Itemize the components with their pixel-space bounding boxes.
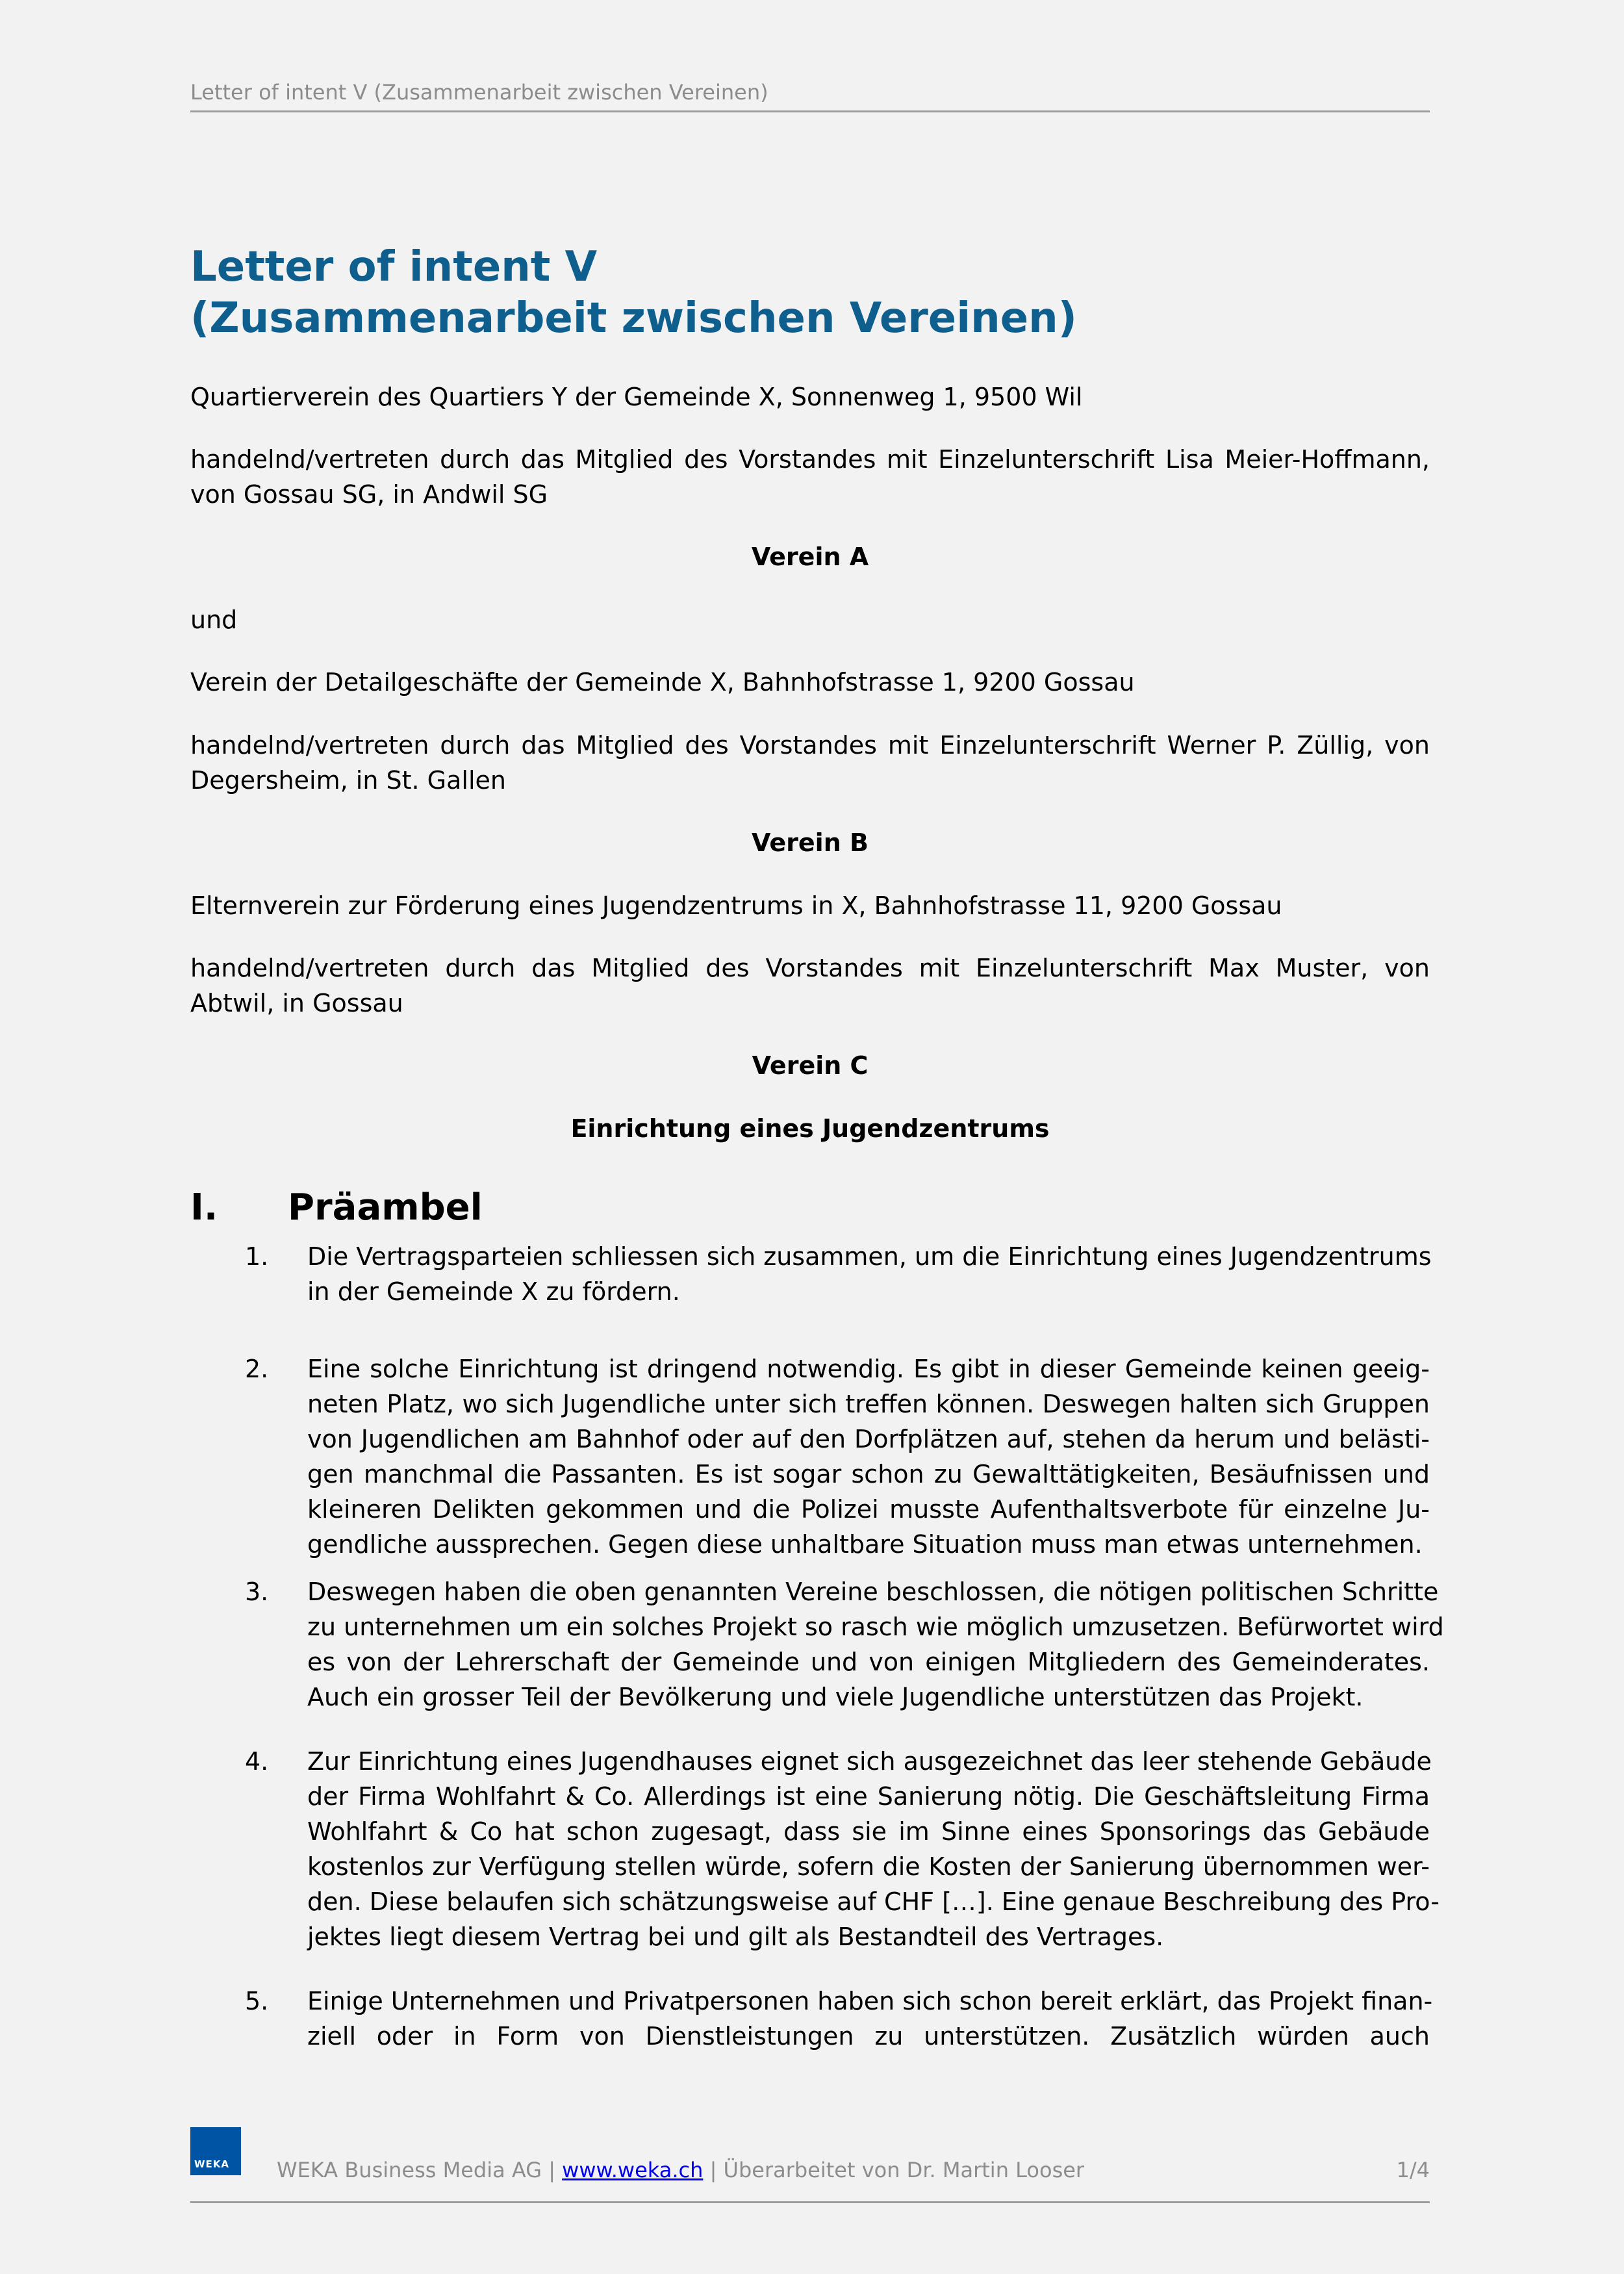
section-heading-preamble [190,1185,483,1231]
running-header-title: Letter of intent V (Zusammenarbeit zwischen Vereinen) [190,80,768,105]
party-c-name: Elternverein zur Förderung eines Jugendzentrums in X, Bahnhofstrasse 11, 9200 Gossau [190,891,1282,920]
list-item-number: 3. [245,1578,269,1606]
list-item-number: 2. [245,1355,269,1383]
section-title: Präambel [288,1186,483,1229]
party-a-name: Quartierverein des Quartiers Y der Gemeinde X, Sonnenweg 1, 9500 Wil [190,383,1083,411]
party-c-representative [190,951,1430,1021]
text-line: Wohlfahrt & Co hat schon zugesagt, dass sie im Sinne eines Sponsorings das Gebäude [307,1817,1430,1846]
text-line: neten Platz, wo sich Jugendliche unter sich treffen können. Deswegen halten sich Gruppen [307,1390,1430,1418]
footer-website-link[interactable]: www.weka.ch [562,2158,704,2182]
footer-revised-by: Überarbeitet von Dr. Martin Looser [723,2158,1085,2182]
party-b-label: Verein B [752,828,869,857]
running-header [190,79,1430,112]
text-line: Eine solche Einrichtung ist dringend notwendig. Es gibt in dieser Gemeinde keinen geeig- [307,1355,1430,1383]
text-line: kostenlos zur Verfügung stellen würde, sofern die Kosten der Sanierung übernommen wer- [307,1852,1430,1881]
list-item-text [307,1351,1430,1562]
party-a-representative [190,442,1430,512]
list-item-text [307,1984,1433,2054]
text-line: kleineren Delikten gekommen und die Polizei musste Aufenthaltsverbote für einzelne Ju- [307,1495,1430,1524]
logo-text: WEKA [194,2158,230,2170]
party-b-rep-line: Degersheim, in St. Gallen [190,766,506,795]
text-line: der Firma Wohlfahrt & Co. Allerdings ist eine Sanierung nötig. Die Geschäftsleitung Firma [307,1782,1430,1811]
list-item-text [307,1744,1440,1954]
text-line: Die Vertragsparteien schliessen sich zusammen, um die Einrichtung eines Jugendzentrums [307,1242,1432,1271]
footer-separator: | [542,2158,563,2182]
text-line: Deswegen haben die oben genannten Vereine beschlossen, die nötigen politischen Schritte [307,1578,1439,1606]
section-number: I. [190,1186,218,1229]
conjunction-und: und [190,606,238,634]
list-item-text [307,1574,1444,1715]
footer-credits [277,2157,1084,2183]
footer-separator: | [703,2158,724,2182]
text-line: gen manchmal die Passanten. Es ist sogar schon zu Gewalttätigkeiten, Besäufnissen und [307,1460,1430,1488]
party-c-rep-line: handelnd/vertreten durch das Mitglied des Vorstandes mit Einzelunterschrift Max Muster, von [190,954,1430,982]
footer-company: WEKA Business Media AG [277,2158,542,2182]
page-footer [190,2125,1430,2203]
list-item-number: 1. [245,1242,269,1271]
party-b-rep-line: handelnd/vertreten durch das Mitglied des Vorstandes mit Einzelunterschrift Werner P. Züllig, von [190,731,1430,760]
party-a-label: Verein A [751,543,869,571]
party-a-rep-line: handelnd/vertreten durch das Mitglied des Vorstandes mit Einzelunterschrift Lisa Meier-Hoffmann, [190,445,1430,474]
text-line: gendliche aussprechen. Gegen diese unhaltbare Situation muss man etwas unternehmen. [307,1530,1423,1559]
party-c-label: Verein C [752,1051,869,1080]
party-b-representative [190,728,1430,798]
text-line: Einige Unternehmen und Privatpersonen haben sich schon bereit erklärt, das Projekt finan- [307,1987,1433,2015]
list-item-text [307,1239,1430,1309]
text-line: den. Diese belaufen sich schätzungsweise auf CHF […]. Eine genaue Beschreibung des Pro- [307,1887,1440,1916]
contract-subject: Einrichtung eines Jugendzentrums [570,1114,1050,1143]
title-line-1: Letter of intent V [190,243,598,291]
text-line: es von der Lehrerschaft der Gemeinde und von einigen Mitgliedern des Gemeinderates. [307,1648,1430,1676]
party-a-rep-line: von Gossau SG, in Andwil SG [190,480,548,509]
text-line: in der Gemeinde X zu fördern. [307,1277,680,1306]
text-line: ziell oder in Form von Dienstleistungen zu unterstützen. Zusätzlich würden auch [307,2022,1430,2050]
text-line: zu unternehmen um ein solches Projekt so rasch wie möglich umzusetzen. Befürwortet wird [307,1613,1444,1641]
page-number: 1/4 [1396,2158,1430,2182]
list-item-number: 4. [245,1747,269,1776]
title-line-2: (Zusammenarbeit zwischen Vereinen) [190,294,1077,342]
text-line: von Jugendlichen am Bahnhof oder auf den Dorfplätzen auf, stehen da herum und belästi- [307,1425,1430,1453]
text-line: Auch ein grosser Teil der Bevölkerung und viele Jugendliche unterstützen das Projekt. [307,1683,1364,1711]
party-b-name: Verein der Detailgeschäfte der Gemeinde X, Bahnhofstrasse 1, 9200 Gossau [190,668,1135,696]
list-item-number: 5. [245,1987,269,2015]
document-title [190,242,1430,344]
weka-logo [190,2127,241,2175]
party-c-rep-line: Abtwil, in Gossau [190,989,403,1017]
text-line: jektes liegt diesem Vertrag bei und gilt als Bestandteil des Vertrages. [307,1923,1164,1951]
text-line: Zur Einrichtung eines Jugendhauses eignet sich ausgezeichnet das leer stehende Gebäude [307,1747,1432,1776]
